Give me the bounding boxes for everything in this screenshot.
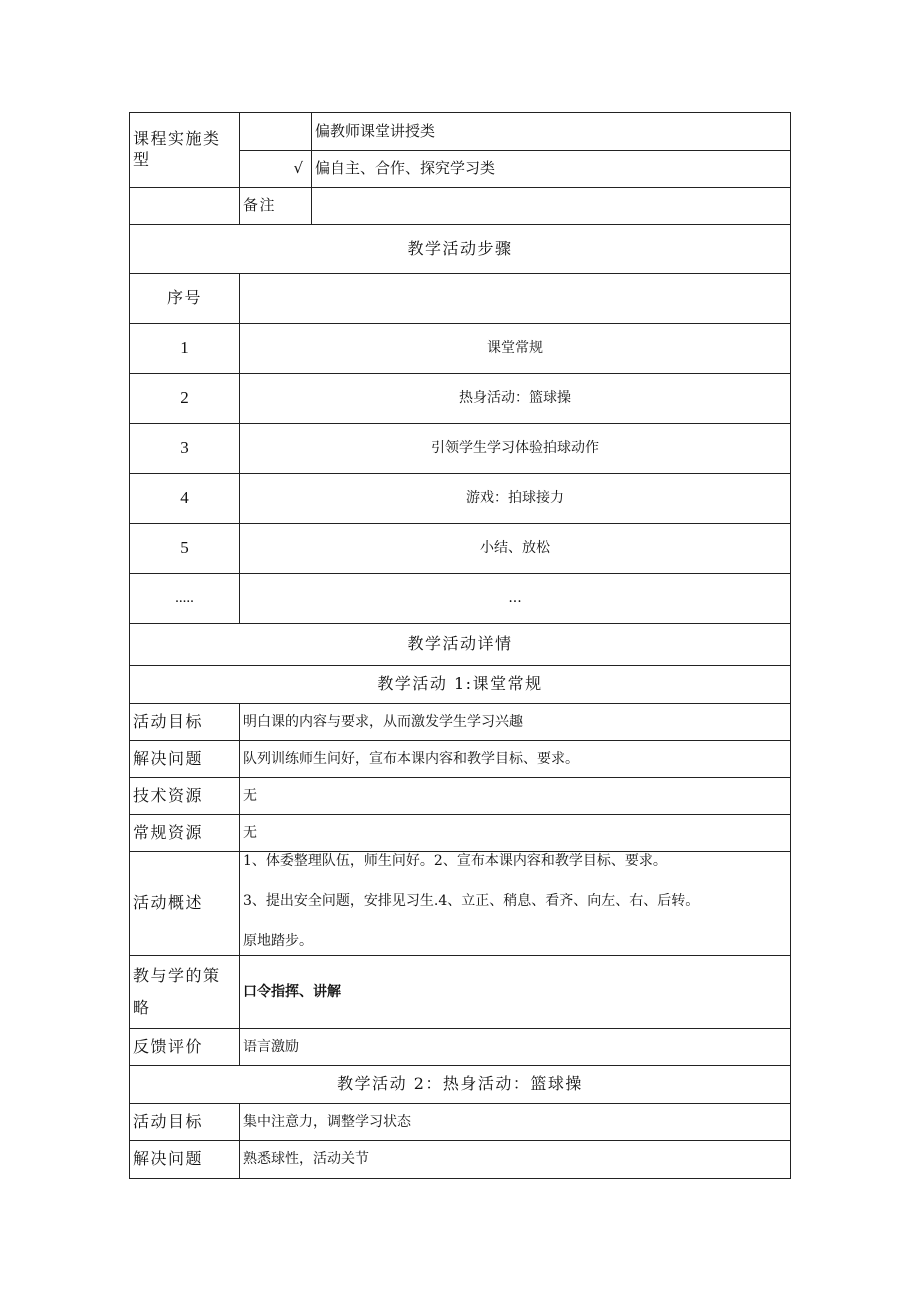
step-row [130, 424, 791, 474]
activity1-overview-row [130, 852, 791, 956]
step-name: 热身活动：篮球操 [240, 374, 791, 424]
step-name: 小结、放松 [240, 524, 791, 574]
activity2-title: 教学活动 2：热身活动：篮球操 [130, 1066, 791, 1104]
activity1-title-row [130, 666, 791, 704]
course-type-check-1 [240, 113, 312, 151]
activity1-tech-row [130, 778, 791, 815]
course-type-label: 课程实施类型 [130, 113, 240, 188]
activity1-goal-label: 活动目标 [130, 704, 240, 741]
step-row [130, 574, 791, 624]
step-row [130, 524, 791, 574]
course-type-row-1 [130, 113, 791, 151]
remark-row [130, 188, 791, 225]
step-number: 5 [130, 524, 240, 574]
step-number: 1 [130, 324, 240, 374]
activity1-overview-line: 3、提出安全问题，安排见习生.4、立正、稍息、看齐、向左、右、后转。 [243, 893, 700, 909]
activity2-title-row [130, 1066, 791, 1104]
activity2-problem: 熟悉球性，活动关节 [240, 1141, 791, 1179]
activity1-title: 教学活动 1:课堂常规 [130, 666, 791, 704]
step-number: 3 [130, 424, 240, 474]
step-number: ..... [130, 574, 240, 624]
content-header [240, 274, 791, 324]
activity1-strategy-row [130, 956, 791, 1029]
activity1-tech: 无 [240, 778, 791, 815]
activity2-problem-label: 解决问题 [130, 1141, 240, 1179]
activity1-feedback: 语言激励 [240, 1029, 791, 1066]
activity2-goal: 集中注意力，调整学习状态 [240, 1104, 791, 1141]
steps-title-row [130, 225, 791, 274]
steps-title: 教学活动步骤 [130, 225, 791, 274]
activity1-strategy: 口令指挥、讲解 [240, 956, 791, 1029]
lesson-plan-document [129, 112, 790, 1179]
step-number: 4 [130, 474, 240, 524]
activity2-goal-row [130, 1104, 791, 1141]
activity1-tech-label: 技术资源 [130, 778, 240, 815]
step-name: 课堂常规 [240, 324, 791, 374]
seq-header: 序号 [130, 274, 240, 324]
activity1-problem-label: 解决问题 [130, 741, 240, 778]
activity1-feedback-label: 反馈评价 [130, 1029, 240, 1066]
remark-label: 备注 [240, 188, 312, 225]
step-number: 2 [130, 374, 240, 424]
course-type-option-2: 偏自主、合作、探究学习类 [312, 151, 791, 188]
activity2-problem-row [130, 1141, 791, 1179]
activity1-routine-label: 常规资源 [130, 815, 240, 852]
course-type-check-2: √ [240, 151, 312, 188]
details-title-row [130, 624, 791, 666]
steps-header-row [130, 274, 791, 324]
activity1-problem-row [130, 741, 791, 778]
details-title: 教学活动详情 [130, 624, 791, 666]
activity1-routine: 无 [240, 815, 791, 852]
activity1-problem: 队列训练师生问好，宣布本课内容和教学目标、要求。 [240, 741, 791, 778]
step-name: ... [240, 574, 791, 624]
activity1-goal: 明白课的内容与要求，从而激发学生学习兴趣 [240, 704, 791, 741]
activity2-goal-label: 活动目标 [130, 1104, 240, 1141]
activity1-overview [240, 852, 791, 956]
remark-value [312, 188, 791, 225]
activity1-overview-label: 活动概述 [130, 852, 240, 956]
activity1-overview-line: 原地踏步。 [243, 933, 313, 949]
lesson-plan-table [129, 112, 791, 1179]
activity1-feedback-row [130, 1029, 791, 1066]
activity1-overview-line: 1、体委整理队伍，师生问好。2、宣布本课内容和教学目标、要求。 [243, 853, 667, 869]
step-name: 引领学生学习体验拍球动作 [240, 424, 791, 474]
step-row [130, 374, 791, 424]
activity1-strategy-label: 教与学的策略 [130, 956, 240, 1029]
step-name: 游戏：拍球接力 [240, 474, 791, 524]
activity1-routine-row [130, 815, 791, 852]
step-row [130, 474, 791, 524]
course-type-option-1: 偏教师课堂讲授类 [312, 113, 791, 151]
step-row [130, 324, 791, 374]
activity1-goal-row [130, 704, 791, 741]
course-type-label-filler [130, 188, 240, 225]
